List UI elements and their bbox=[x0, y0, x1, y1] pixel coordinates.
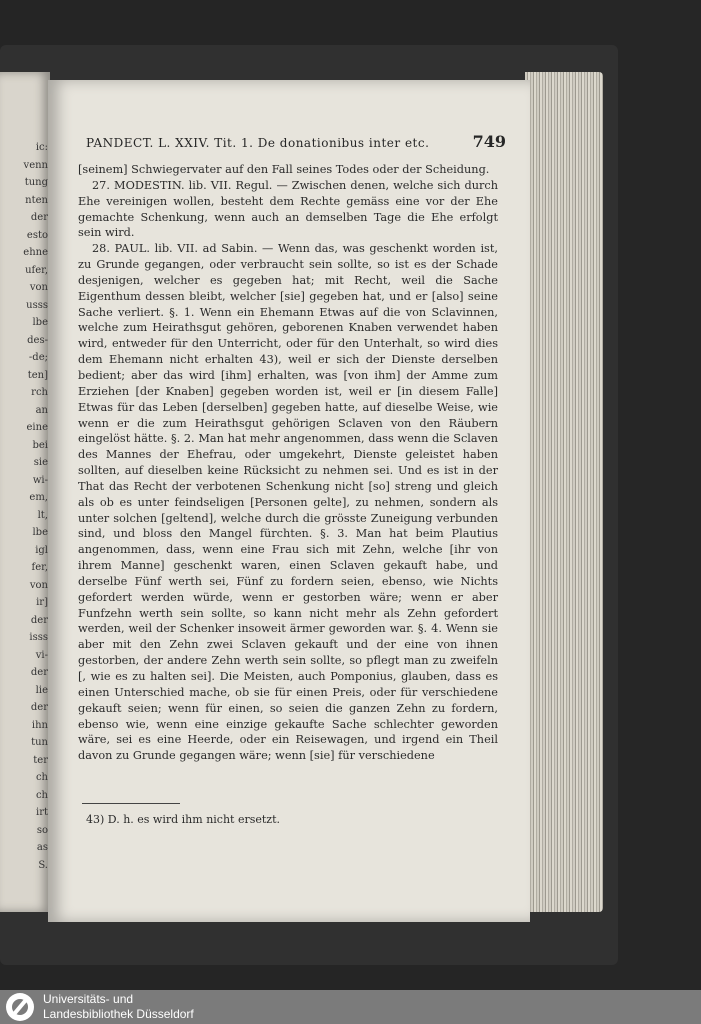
left-page-fragment: an bbox=[35, 404, 48, 416]
left-page-fragment: der bbox=[30, 702, 48, 713]
left-page-fragment: -de; bbox=[28, 352, 48, 363]
left-page-fragment: ir] bbox=[36, 597, 48, 608]
left-page-fragment: lt, bbox=[37, 509, 48, 521]
institution-line: Universitäts- und bbox=[43, 992, 134, 1006]
left-page-fragment: ter bbox=[33, 754, 48, 766]
left-page-fragment: vi- bbox=[35, 649, 48, 661]
left-page-fragment: em, bbox=[29, 492, 48, 503]
left-page-fragment: des- bbox=[27, 334, 48, 346]
left-page-fragment: von bbox=[29, 282, 48, 293]
institution-name bbox=[43, 992, 194, 1022]
left-page-fragment: ch bbox=[35, 772, 48, 783]
footnote-rule bbox=[82, 803, 180, 804]
paragraph: 28. PAUL. lib. VII. ad Sabin. — Wenn das, was geschenkt worden ist, zu Grunde gegangen, oder verbraucht sein sollte, so ist es der Schade desjenigen, welcher es gegeben hat; mit Recht, weil die Sache Eigenthum dessen bleibt, welcher [sie] gegeben hat, und er [also] seine Sache verliert. §. 1. Wenn ein Ehemann Etwas auf die von Sclavinnen, welche zum Heirathsgut gehören, geborenen Knaben verwendet haben wird, entweder für den Unterricht, oder für den Unterhalt, so wird dies dem Ehemann nicht erhalten 43), weil er sich der Dienste derselben bedient; aber das wird [ihm] erhalten, was [von ihm] der Amme zum Erziehen [der Knaben] gegeben worden ist, weil er [in diesem Falle] Etwas für das Leben [derselben] gegeben hatte, auf dieselbe Weise, wie wenn er die zum Heirathsgut gehörigen Sclaven von den Räubern eingelöst hätte. §. 2. Man hat mehr angenommen, dass wenn die Sclaven des Mannes der Ehefrau, oder umgekehrt, Dienste geleistet haben sollten, auf dieselben keine Rücksicht zu nehmen sei. Und es ist in der That das Recht der verbotenen Schenkung nicht [so] streng und gleich als ob es unter feindseligen [Personen gelte], zu nehmen, sondern als unter solchen [geltend], welche durch die grösste Zuneigung verbunden sind, und bloss den Mangel fürchten. §. 3. Man hat beim Plautius angenommen, dass, wenn eine Frau sich mit Zehn, welche [ihr von ihrem Manne] geschenkt waren, einen Sclaven gekauft habe, und derselbe Fünf werth sei, Fünf zu fordern seien, ebenso, wie Nichts gefordert werden würde, wenn er gestorben wäre; wenn er aber Funfzehn werth sein sollte, so kann nicht mehr als Zehn gefordert werden, weil der Schenker insoweit ärmer geworden war. §. 4. Wenn sie aber mit den Zehn zwei Sclaven gekauft und der eine von ihnen gestorben, der andere Zehn werth sein sollte, so pflegt man zu zweifeln [, wie es zu halten sei]. Die Meisten, auch Pomponius, glauben, dass es einen Unterschied mache, ob sie für einen Preis, oder für verschiedene gekauft seien; wenn für einen, so seien die ganzen Zehn zu fordern, ebenso wie, wenn eine einzige gekaufte Sache schlechter geworden wäre, sei es eine Heerde, oder ein Reisewagen, und irgend ein Theil davon zu Grunde gegangen wäre; wenn [sie] für verschiedene bbox=[78, 242, 498, 763]
left-page-fragment: ten] bbox=[27, 369, 48, 381]
library-footer bbox=[0, 990, 701, 1024]
left-page-fragment: der bbox=[30, 667, 48, 678]
left-page-fragment: venn bbox=[23, 159, 48, 171]
left-page bbox=[0, 72, 50, 912]
left-page-fragment: lbe bbox=[32, 527, 48, 538]
left-page-fragment: nten bbox=[25, 194, 48, 206]
left-page-fragment: ch bbox=[35, 789, 48, 801]
left-page-fragment: von bbox=[29, 579, 48, 591]
left-page-fragment: rch bbox=[31, 387, 48, 398]
body-text bbox=[78, 162, 498, 764]
left-page-fragment: der bbox=[30, 614, 48, 626]
left-page-fragment: ehne bbox=[23, 247, 48, 258]
left-page-fragment: sie bbox=[33, 457, 48, 468]
paragraph: [seinem] Schwiegervater auf den Fall seines Todes oder der Scheidung. bbox=[78, 163, 490, 176]
left-page-fragment: igl bbox=[35, 544, 48, 556]
left-page-fragment: eine bbox=[26, 422, 48, 433]
left-page-fragment: der bbox=[30, 212, 48, 223]
left-page-fragment: tung bbox=[24, 177, 48, 188]
left-page-fragment: ic: bbox=[35, 142, 48, 153]
running-title: PANDECT. L. XXIV. Tit. 1. De donationibus inter etc. bbox=[86, 136, 430, 150]
left-page-fragment: ufer, bbox=[25, 264, 48, 276]
left-page-fragment: bei bbox=[32, 439, 48, 451]
left-page-fragment: so bbox=[36, 824, 48, 836]
page-number: 749 bbox=[472, 132, 506, 151]
running-header bbox=[86, 132, 506, 152]
left-page-fragment: isss bbox=[29, 632, 48, 643]
left-page-fragment: wi- bbox=[32, 474, 48, 486]
page-edges bbox=[525, 72, 603, 912]
left-page-fragment: S. bbox=[38, 859, 48, 871]
left-page-fragment: lbe bbox=[32, 317, 48, 328]
left-page-fragment: esto bbox=[26, 229, 48, 241]
left-page-fragment: fer, bbox=[31, 562, 48, 573]
left-page-fragment: lie bbox=[35, 684, 48, 696]
left-page-fragment: tun bbox=[31, 737, 48, 748]
library-logo-icon bbox=[6, 993, 34, 1021]
left-page-fragment: usss bbox=[26, 299, 48, 311]
left-page-fragment: ihn bbox=[31, 719, 48, 731]
institution-line: Landesbibliothek Düsseldorf bbox=[43, 1007, 194, 1021]
right-page bbox=[48, 80, 530, 922]
footnote: 43) D. h. es wird ihm nicht ersetzt. bbox=[86, 813, 281, 826]
left-page-fragment: as bbox=[36, 842, 48, 853]
left-page-fragment: irt bbox=[36, 807, 48, 818]
paragraph: 27. MODESTIN. lib. VII. Regul. — Zwischen denen, welche sich durch Ehe vereinigen wollen, besteht dem Rechte gemäss eine vor der Ehe gemachte Schenkung, wenn auch an demselben Tage die Ehe erfolgt sein wird. bbox=[78, 178, 498, 240]
